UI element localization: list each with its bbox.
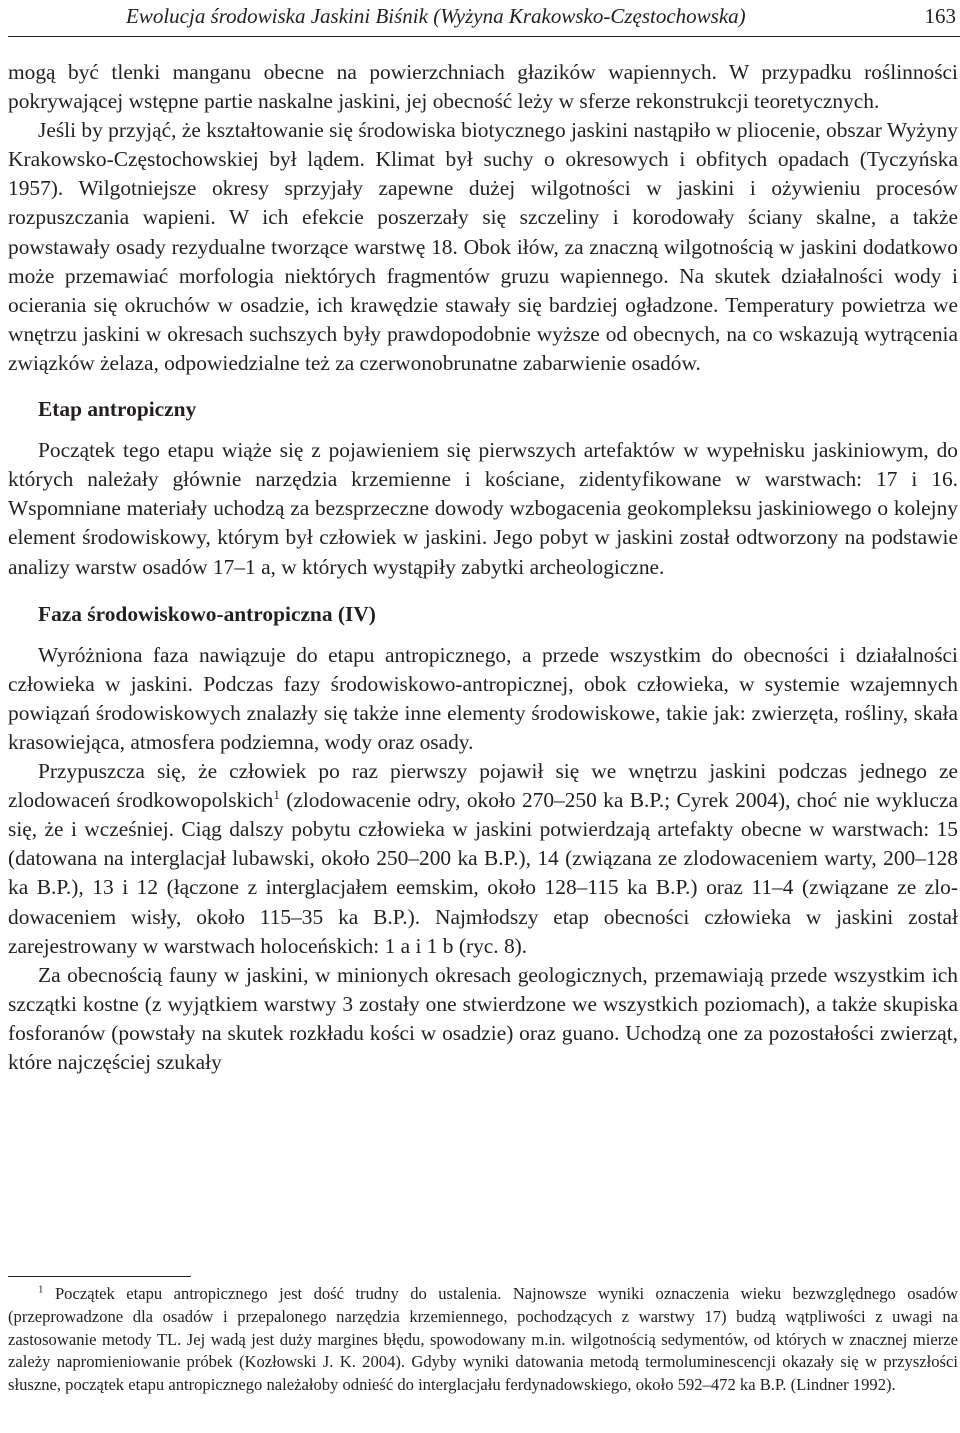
paragraph-continued: mogą być tlenki manganu obecne na powierzchniach głazików wapiennych. W przypadku roślinności pokrywającej wstępne partie naskalne jaskini, jej obecność leży w sferze rekonstrukcji teoretycznych. bbox=[8, 60, 958, 114]
running-head-title: Ewolucja środowiska Jaskini Biśnik (Wyżyna Krakowsko-Częstochowska) bbox=[126, 4, 746, 28]
paragraph-first-human-start: Przypuszcza się, że człowiek po raz pierwszy pojawił się we wnętrzu jaskini podczas jednego ze zlodowaceń środkowopolskich bbox=[8, 759, 958, 813]
footnote-text: Początek etapu antropicznego jest dość trudny do ustalenia. Najnowsze wyniki oznaczenia wieku bezwzględnego osadów (przeprowadzone dla osadów i przepalonego narzędzia krzemiennego, pochodzących z warstwy 17) budzą wątpliwości z uwagi na zastosowanie metody TL. Jej wadą jest duży margines błędu, spowodowany m.in. wilgotnością sedymentów, od których w znacznej mierze zależy napromieniowanie próbek (Kozłowski J. K. 2004). Gdyby wyniki datowania metodą termoluminescencji okazały się w przyszłości słuszne, początek etapu antropicznego należałoby odnieść do interglacjału ferdynadowskiego, około 592–472 ka B.P. (Lindner 1992). bbox=[8, 1284, 958, 1395]
footnote bbox=[8, 1283, 958, 1397]
running-header bbox=[8, 0, 960, 37]
paragraph-anthropic-stage: Początek tego etapu wiąże się z pojawieniem się pierwszych artefaktów w wypełnisku jaskiniowym, do których należały głównie narzędzia krzemienne i kościane, zidentyfikowane w warstwach: 17 i 16. Wspomniane materiały uchodzą za bezsprzeczne dowody wzbogacenia geokompleksu jaskiniowego o kolejny element środowiskowy, którym był człowiek w jaskini. Jego pobyt w jaskini został odtworzony na podstawie analizy warstw osadów 17–1 a, w których wystąpiły zabytki archeologiczne. bbox=[8, 438, 958, 579]
footnote-paragraph bbox=[8, 1283, 958, 1397]
page-number: 163 bbox=[924, 4, 956, 28]
paragraph-first-human bbox=[8, 757, 958, 961]
section-heading-anthropic-stage: Etap antropiczny bbox=[38, 397, 197, 422]
footnote-reference[interactable]: 1 bbox=[273, 787, 280, 803]
paragraph-phase-iv: Wyróżniona faza nawiązuje do etapu antropicznego, a przede wszystkim do obecności i działalności człowieka w jaskini. Podczas fazy środowiskowo-antropicznej, obok człowieka, w systemie wzajemnych powiązań środowiskowych znalazły się także inne elementy środowiskowe, takie jak: zwierzęta, rośliny, skała krasowiejąca, atmosfera podziemna, wody oraz osady. bbox=[8, 642, 958, 754]
footnote-mark: 1 bbox=[38, 1283, 44, 1296]
paragraph-pliocene: Jeśli by przyjąć, że kształtowanie się środowiska biotycznego jaskini nastąpiło w pliocenie, obszar Wyżyny Krakowsko-Częstochowskiej był lądem. Klimat był suchy o okresowych i obfitych opadach (Tyczyńska 1957). Wilgotniejsze okresy sprzyjały zapewne dużej wilgotności w jaskini i ożywieniu procesów rozpuszczania wapieni. W ich efekcie poszerzały się szczeliny i korodowały ściany skalne, a także powstawały osady rezydualne tworzące warstwę 18. Obok iłów, za znaczną wilgotnością w jaskini dodatkowo może przemawiać morfologia niektórych fragmentów gruzu wapiennego. Na skutek działalności wody i ocierania się okruchów w osadzie, ich krawędzie stawały się bardziej ogładzone. Temperatury powietrza we wnętrzu jaskini w okresach suchszych były prawdopodobnie wyższe od obecnych, na co wskazują wytrącenia związków żelaza, odpowiedzialne też za czerwonobrunatne zabarwienie osadów. bbox=[8, 118, 958, 375]
section-heading-phase-iv: Faza środowiskowo-antropiczna (IV) bbox=[38, 601, 376, 626]
paragraph-fauna: Za obecnością fauny w jaskini, w minionych okresach geologicznych, przemawiają przede wszystkim ich szczątki kostne (z wyjątkiem warstwy 3 zostały one stwierdzone we wszystkich poziomach), a także skupiska fosforanów (powstały na skutek rozkładu kości w osadzie) oraz guano. Uchodzą one za pozostałości zwierząt, które najczęściej szukały bbox=[8, 962, 958, 1074]
footnote-divider bbox=[8, 1276, 191, 1277]
paragraph-first-human-end: (zlodowacenie odry, około 270–250 ka B.P.; Cyrek 2004), choć nie wyklucza się, że i wcześniej. Ciąg dalszy pobytu człowieka w jaskini potwierdzają artefakty obecne w warstwach: 15 (datowana na interglacjał lubawski, około 250–200 ka B.P.), 14 (związana ze zlodowaceniem warty, 200–128 ka B.P.), 13 i 12 (łączone z interglacjałem eemskim, około 128–115 ka B.P.) oraz 11–4 (związane ze zlodowaceniem wisły, około 115–35 ka B.P.). Najmłodszy etap obecności człowieka w jaskini został zarejestrowany w warstwach holoceńskich: 1 a i 1 b (ryc. 8). bbox=[8, 788, 958, 958]
main-text bbox=[8, 58, 958, 1077]
